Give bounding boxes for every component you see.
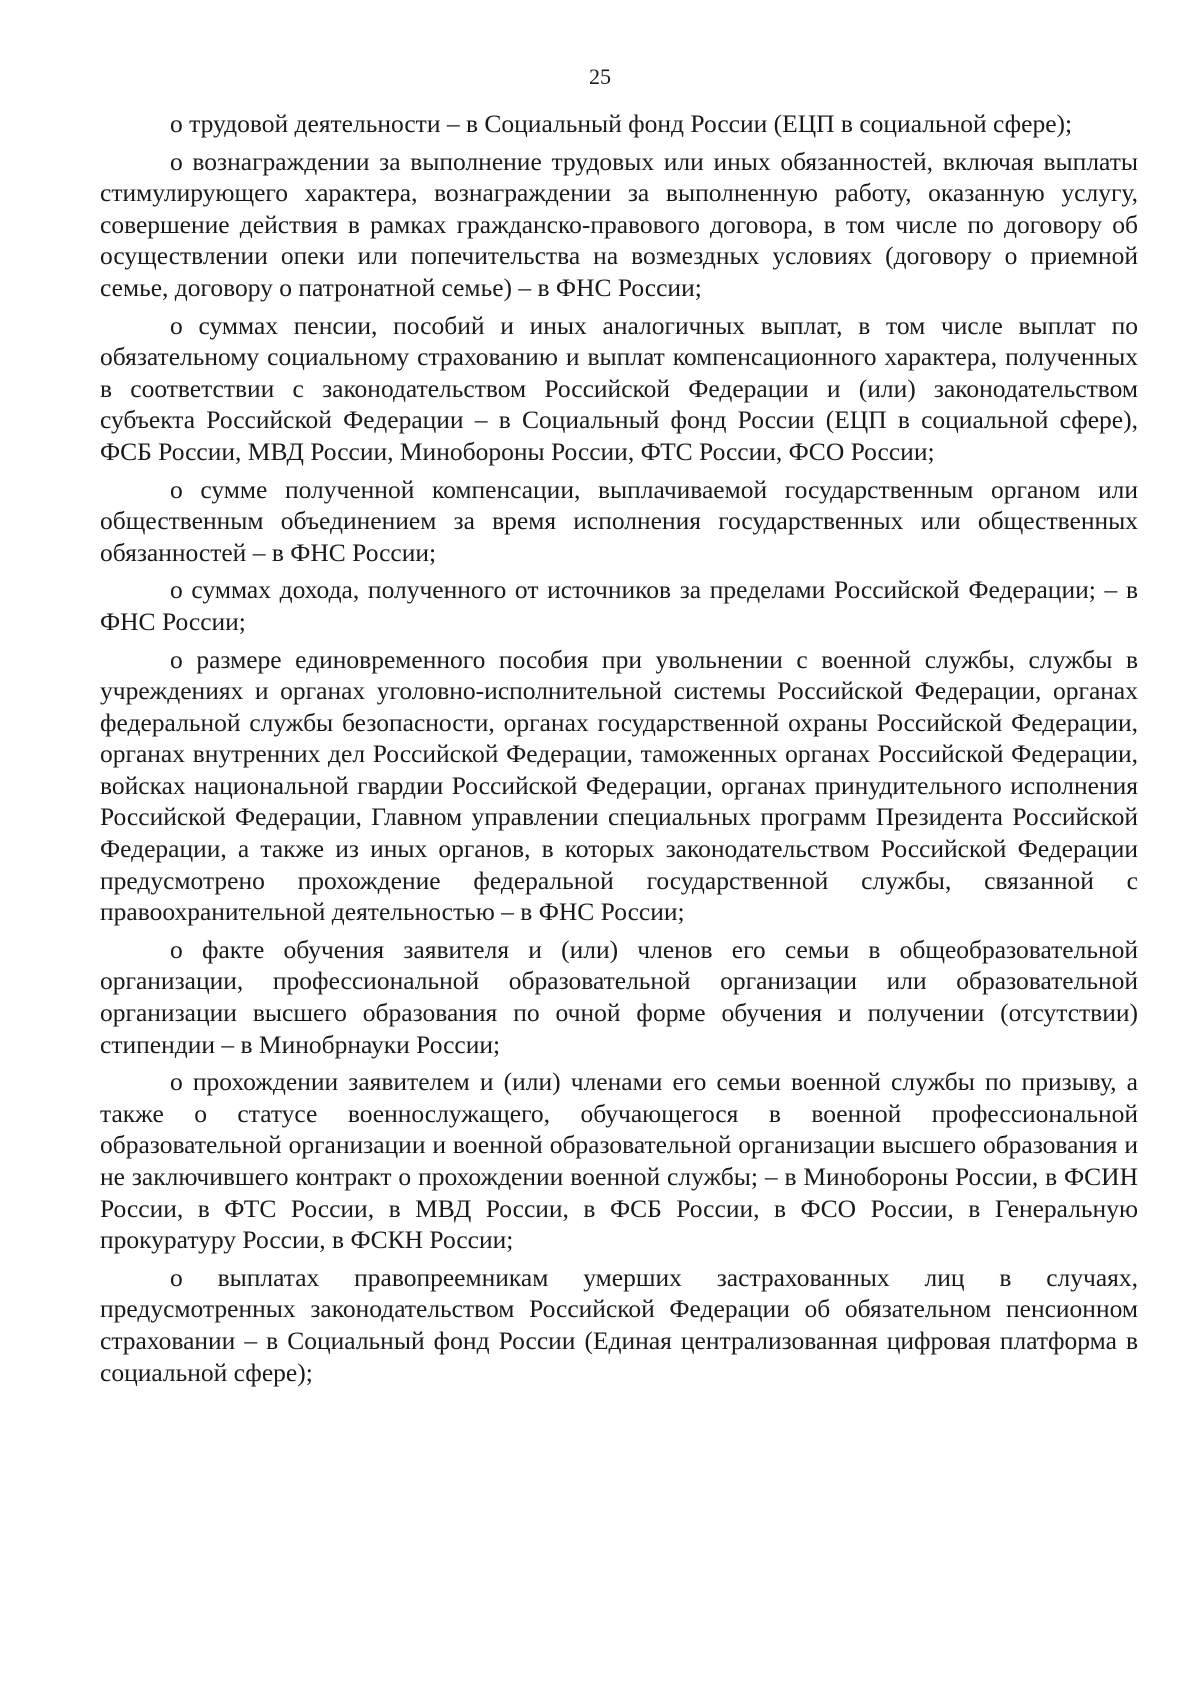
paragraph-military-service: о прохождении заявителем и (или) членами его семьи военной службы по призыву, а также о статусе военнослужащего, обучающегося в военной профессиональной образовательной организации и военной образовательной организации высшего образования и не заключившего контракт о прохождении военной службы; – в Минобороны России, в ФСИН России, в ФТС России, в МВД России, в ФСБ России, в ФСО России, в Генеральную прокуратуру России, в ФСКН России; [100,1067,1138,1255]
paragraph-compensation: о сумме полученной компенсации, выплачиваемой государственным органом или общественным объединением за время исполнения государственных или общественных обязанностей – в ФНС России; [100,474,1138,567]
paragraph-foreign-income: о суммах дохода, полученного от источников за пределами Российской Федерации; – в ФНС России; [100,575,1138,636]
page-number: 25 [589,64,611,89]
paragraph-severance-allowance: о размере единовременного пособия при увольнении с военной службы, службы в учреждениях и органах уголовно-исполнительной системы Российской Федерации, органах федеральной службы безопасности, органах государственной охраны Российской Федерации, органах внутренних дел Российской Федерации, таможенных органах Российской Федерации, войсках национальной гвардии Российской Федерации, органах принудительного исполнения Российской Федерации, Главном управлении специальных программ Президента Российской Федерации, а также из иных органов, в которых законодательством Российской Федерации предусмотрено прохождение федеральной государственной службы, связанной с правоохранительной деятельностью – в ФНС России; [100,644,1138,927]
document-body [100,108,1138,1394]
paragraph-successor-payments: о выплатах правопреемникам умерших застрахованных лиц в случаях, предусмотренных законодательством Российской Федерации об обязательном пенсионном страховании – в Социальный фонд России (Единая централизованная цифровая платформа в социальной сфере); [100,1262,1138,1387]
paragraph-pension-benefits: о суммах пенсии, пособий и иных аналогичных выплат, в том числе выплат по обязательному социальному страхованию и выплат компенсационного характера, полученных в соответствии с законодательством Российской Федерации и (или) законодательством субъекта Российской Федерации – в Социальный фонд России (ЕЦП в социальной сфере), ФСБ России, МВД России, Минобороны России, ФТС России, ФСО России; [100,310,1138,466]
paragraph-labor-activity: о трудовой деятельности – в Социальный фонд России (ЕЦП в социальной сфере); [170,109,1073,138]
paragraph-education: о факте обучения заявителя и (или) членов его семьи в общеобразовательной организации, профессиональной образовательной организации или образовательной организации высшего образования по очной форме обучения и получении (отсутствии) стипендии – в Минобрнауки России; [100,934,1138,1059]
paragraph-remuneration: о вознаграждении за выполнение трудовых или иных обязанностей, включая выплаты стимулирующего характера, вознаграждении за выполненную работу, оказанную услугу, совершение действия в рамках гражданско-правового договора, в том числе по договору об осуществлении опеки или попечительства на возмездных условиях (договору о приемной семье, договору о патронатной семье) – в ФНС России; [100,146,1138,302]
